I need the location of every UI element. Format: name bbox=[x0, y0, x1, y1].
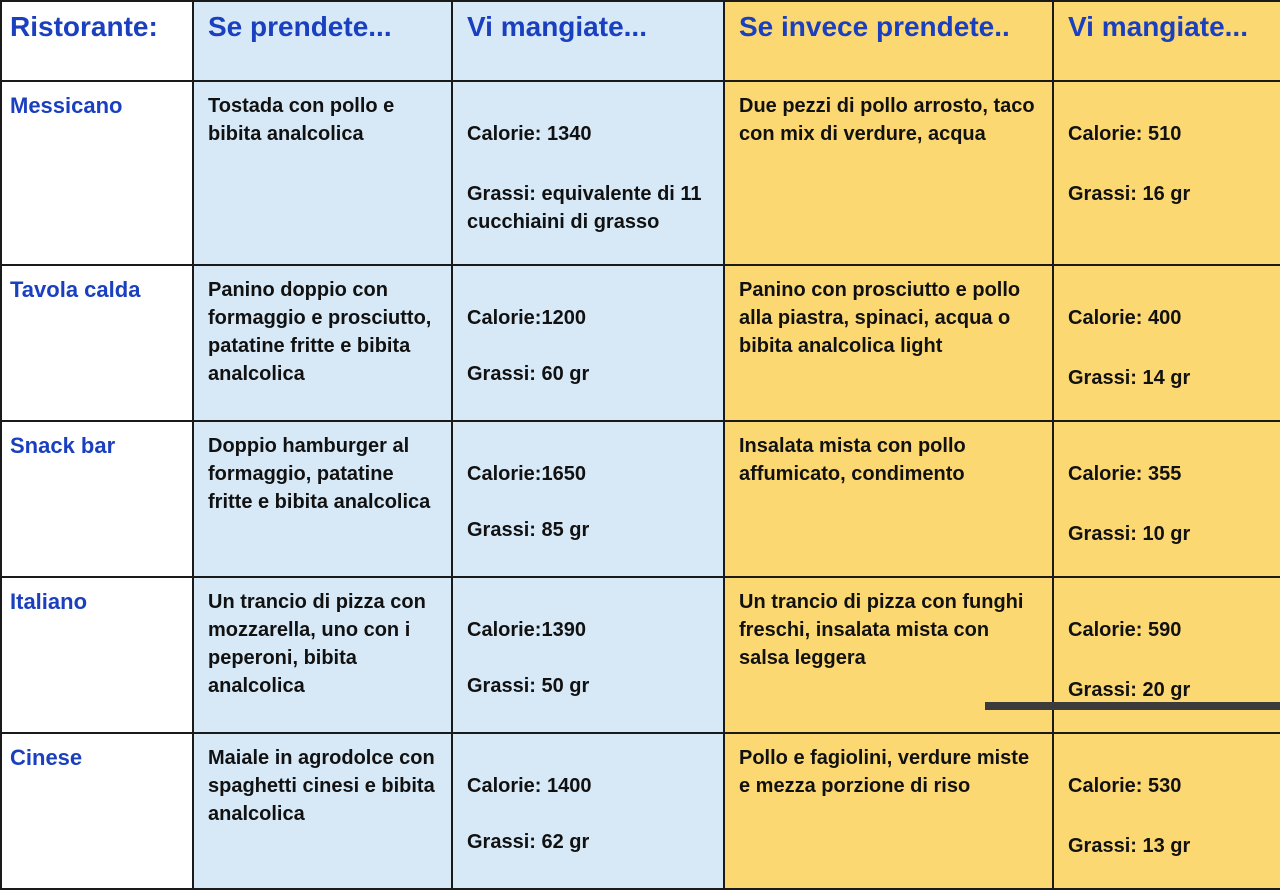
fat-value: Grassi: 60 gr bbox=[467, 363, 590, 385]
alt-calories-value: Calorie: 590 bbox=[1068, 619, 1182, 641]
restaurant-name: Messicano bbox=[1, 81, 193, 265]
alt-order-cell: Panino con prosciutto e pollo alla piastra, spinaci, acqua o bibita analcolica light bbox=[724, 265, 1053, 421]
restaurant-name: Cinese bbox=[1, 733, 193, 889]
order-cell: Panino doppio con formaggio e prosciutto, patatine fritte e bibita analcolica bbox=[193, 265, 452, 421]
alt-nutrition-cell bbox=[1053, 421, 1280, 577]
alt-order-cell: Insalata mista con pollo affumicato, condimento bbox=[724, 421, 1053, 577]
fat-value: Grassi: 50 gr bbox=[467, 675, 590, 697]
restaurant-name: Tavola calda bbox=[1, 265, 193, 421]
alt-calories-value: Calorie: 400 bbox=[1068, 307, 1182, 329]
alt-fat-value: Grassi: 14 gr bbox=[1068, 367, 1191, 389]
calories-value: Calorie: 1400 bbox=[467, 775, 592, 797]
calories-value: Calorie:1650 bbox=[467, 463, 586, 485]
nutrition-cell bbox=[452, 733, 724, 889]
alt-fat-value: Grassi: 13 gr bbox=[1068, 835, 1191, 857]
order-cell: Un trancio di pizza con mozzarella, uno con i peperoni, bibita analcolica bbox=[193, 577, 452, 733]
calories-value: Calorie:1200 bbox=[467, 307, 586, 329]
fat-value: Grassi: 62 gr bbox=[467, 831, 590, 853]
taskbar-strip bbox=[985, 702, 1280, 710]
alt-calories-value: Calorie: 530 bbox=[1068, 775, 1182, 797]
alt-fat-value: Grassi: 16 gr bbox=[1068, 183, 1191, 205]
alt-order-cell: Pollo e fagiolini, verdure miste e mezza porzione di riso bbox=[724, 733, 1053, 889]
table-row bbox=[1, 733, 1280, 889]
header-if-instead: Se invece prendete.. bbox=[724, 1, 1053, 81]
alt-calories-value: Calorie: 510 bbox=[1068, 123, 1182, 145]
nutrition-cell bbox=[452, 81, 724, 265]
table-row bbox=[1, 421, 1280, 577]
header-row bbox=[1, 1, 1280, 81]
header-you-eat-alt: Vi mangiate... bbox=[1053, 1, 1280, 81]
alt-nutrition-cell bbox=[1053, 733, 1280, 889]
calories-value: Calorie:1390 bbox=[467, 619, 586, 641]
nutrition-cell bbox=[452, 265, 724, 421]
calories-value: Calorie: 1340 bbox=[467, 123, 592, 145]
header-you-eat: Vi mangiate... bbox=[452, 1, 724, 81]
alt-calories-value: Calorie: 355 bbox=[1068, 463, 1182, 485]
restaurant-name: Snack bar bbox=[1, 421, 193, 577]
alt-order-cell: Due pezzi di pollo arrosto, taco con mix di verdure, acqua bbox=[724, 81, 1053, 265]
order-cell: Maiale in agrodolce con spaghetti cinesi e bibita analcolica bbox=[193, 733, 452, 889]
order-cell: Doppio hamburger al formaggio, patatine fritte e bibita analcolica bbox=[193, 421, 452, 577]
alt-nutrition-cell bbox=[1053, 265, 1280, 421]
alt-fat-value: Grassi: 20 gr bbox=[1068, 679, 1191, 701]
table-row bbox=[1, 81, 1280, 265]
table-row bbox=[1, 265, 1280, 421]
fat-value: Grassi: 85 gr bbox=[467, 519, 590, 541]
fat-value: Grassi: equivalente di 11 cucchiaini di grasso bbox=[467, 183, 702, 233]
alt-nutrition-cell bbox=[1053, 81, 1280, 265]
nutrition-cell bbox=[452, 421, 724, 577]
header-if-you-take: Se prendete... bbox=[193, 1, 452, 81]
header-restaurant: Ristorante: bbox=[1, 1, 193, 81]
alt-fat-value: Grassi: 10 gr bbox=[1068, 523, 1191, 545]
order-cell: Tostada con pollo e bibita analcolica bbox=[193, 81, 452, 265]
restaurant-name: Italiano bbox=[1, 577, 193, 733]
alt-order-cell: Un trancio di pizza con funghi freschi, insalata mista con salsa leggera bbox=[724, 577, 1053, 733]
